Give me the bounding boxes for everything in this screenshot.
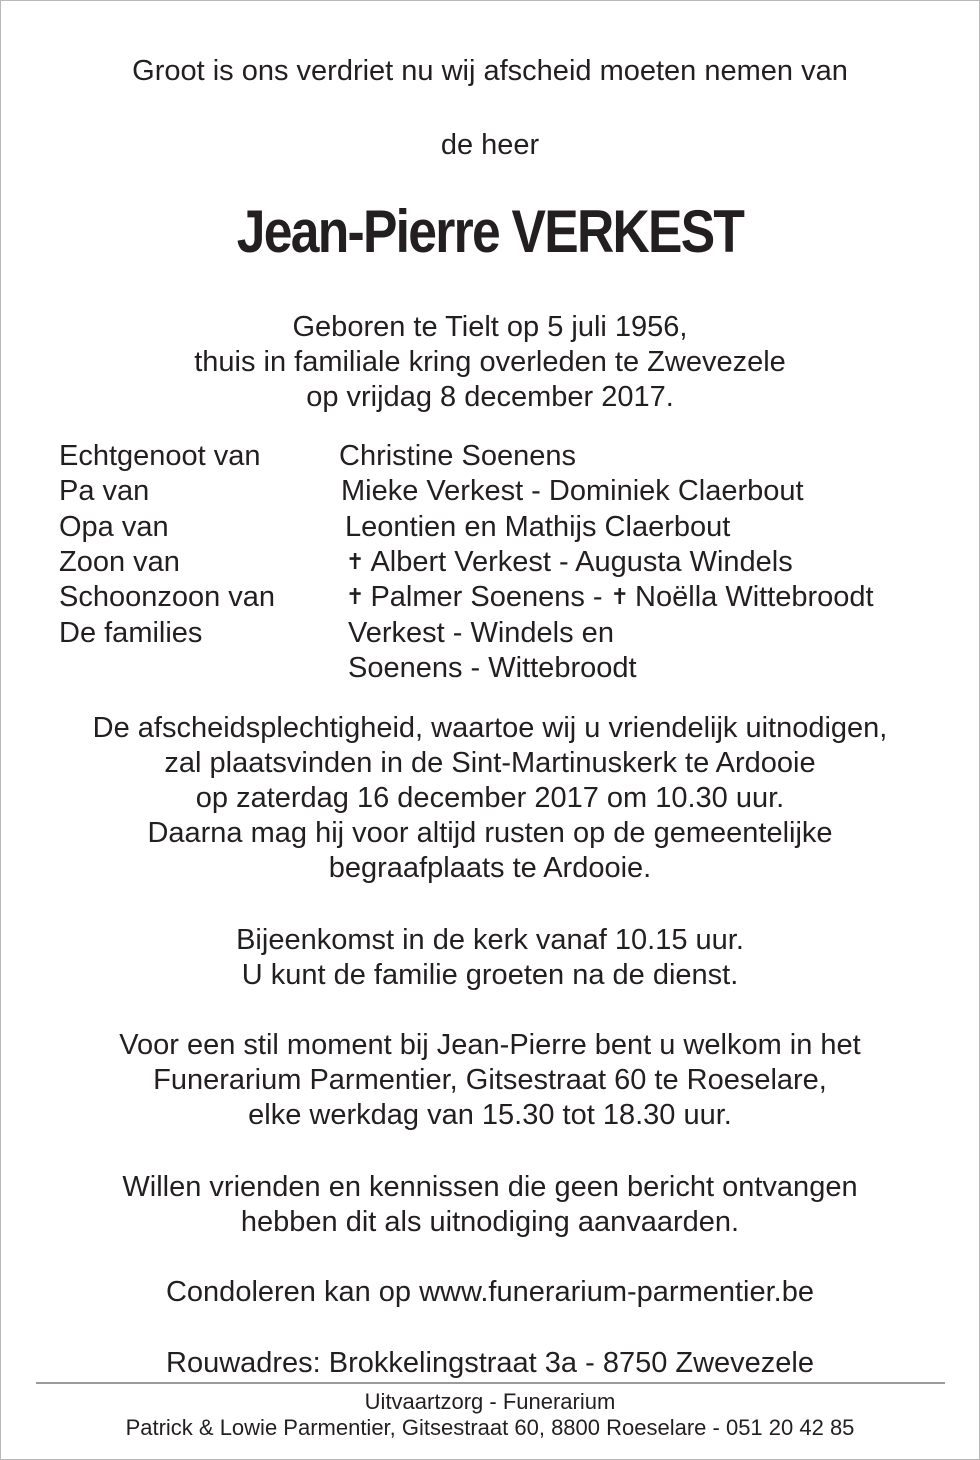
relation-names: Albert Verkest - Augusta Windels: [370, 546, 793, 578]
relation-value: Leontien en Mathijs Claerbout: [345, 511, 731, 543]
birth-line: Geboren te Tielt op 5 juli 1956,: [292, 311, 688, 343]
ceremony-line: zal plaatsvinden in de Sint-Martinuskerk te Ardooie: [164, 747, 816, 779]
notice-block: [0, 1170, 980, 1240]
ceremony-line: begraafplaats te Ardooie.: [328, 852, 652, 884]
relation-row: [0, 580, 980, 615]
relation-row: [0, 616, 980, 651]
ceremony-line: Daarna mag hij voor altijd rusten op de gemeentelijke: [147, 817, 833, 849]
relation-value: [346, 580, 874, 616]
death-date-line: op vrijdag 8 december 2017.: [306, 381, 674, 413]
mourning-address: Rouwadres: Brokkelingstraat 3a - 8750 Zwevezele: [166, 1347, 814, 1379]
cross-icon: ✝: [346, 584, 365, 609]
relation-row: [0, 651, 980, 686]
footer-funeral-home: Uitvaartzorg - Funerarium: [364, 1389, 616, 1414]
gathering-line: Bijeenkomst in de kerk vanaf 10.15 uur.: [236, 924, 744, 956]
notice-line: Willen vrienden en kennissen die geen bericht ontvangen: [122, 1171, 858, 1203]
gathering-block: [0, 923, 980, 993]
relation-row: [0, 439, 980, 474]
relation-label: Zoon van: [59, 546, 180, 578]
footer-divider: [36, 1382, 945, 1384]
title-prefix: de heer: [440, 129, 540, 161]
relation-label: Echtgenoot van: [59, 440, 261, 472]
relation-value: Soenens - Wittebroodt: [348, 652, 637, 684]
relation-value: Mieke Verkest - Dominiek Claerbout: [341, 475, 804, 507]
visitation-block: [0, 1028, 980, 1133]
relation-label: De families: [59, 617, 203, 649]
gathering-line: U kunt de familie groeten na de dienst.: [241, 959, 739, 991]
relation-label: Opa van: [59, 511, 169, 543]
ceremony-line: op zaterdag 16 december 2017 om 10.30 uur.: [195, 782, 785, 814]
visitation-line: Funerarium Parmentier, Gitsestraat 60 te Roeselare,: [153, 1064, 827, 1096]
intro-text: Groot is ons verdriet nu wij afscheid moeten nemen van: [132, 55, 848, 87]
notice-line: hebben dit als uitnodiging aanvaarden.: [240, 1206, 740, 1238]
relation-value: [346, 545, 793, 581]
relation-label: Pa van: [59, 475, 150, 507]
cross-icon: ✝: [610, 584, 630, 609]
death-place-line: thuis in familiale kring overleden te Zwevezele: [194, 346, 786, 378]
footer-contact: Patrick & Lowie Parmentier, Gitsestraat 60, 8800 Roeselare - 051 20 42 85: [125, 1415, 855, 1440]
relation-name-a: Palmer Soenens -: [370, 581, 611, 613]
deceased-name: Jean-Pierre VERKEST: [236, 198, 744, 265]
condolences-text: Condoleren kan op www.funerarium-parmentier.be: [165, 1276, 814, 1308]
relation-value: Christine Soenens: [339, 440, 576, 472]
relation-row: [0, 510, 980, 545]
birth-death-block: [0, 310, 980, 415]
ceremony-block: [0, 711, 980, 886]
relation-name-b: Noëlla Wittebroodt: [635, 581, 874, 613]
relation-row: [0, 545, 980, 580]
relation-row: [0, 474, 980, 509]
cross-icon: ✝: [346, 549, 365, 574]
visitation-line: elke werkdag van 15.30 tot 18.30 uur.: [248, 1099, 732, 1131]
ceremony-line: De afscheidsplechtigheid, waartoe wij u vriendelijk uitnodigen,: [92, 712, 888, 744]
relation-value: Verkest - Windels en: [348, 617, 614, 649]
relation-label: Schoonzoon van: [59, 581, 276, 613]
visitation-line: Voor een stil moment bij Jean-Pierre bent u welkom in het: [119, 1029, 861, 1061]
